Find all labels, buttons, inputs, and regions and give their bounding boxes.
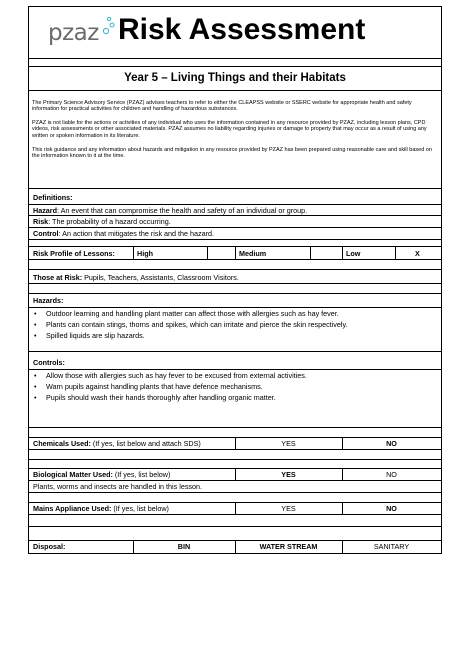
disclaimer-paragraph-2: PZAZ is not liable for the actions or activities of any individual who uses the information contained in any resource provided by PZAZ, including lesson plans, CPD videos, risk assessments or other associated materials. PZAZ assumes no liability regarding injuries or damage to property that may occur as a result of using any written or spoken information in its literature. [32, 120, 427, 139]
controls-list [29, 370, 441, 404]
at-risk-label: Those at Risk: [33, 273, 83, 282]
at-risk-row [29, 270, 441, 284]
disclaimer-paragraph-1: The Primary Science Advisory Service (PZAZ) advises teachers to refer to either the CLEAPSS website or SSERC website for appropriate health and safety information for practical activities for children and handling of hazardous substances. [32, 100, 412, 113]
definitions-section [29, 189, 441, 240]
chemicals-label: Chemicals Used: (If yes, list below and attach SDS) [33, 439, 201, 448]
logo-text: pzaz [48, 20, 99, 46]
biological-no[interactable]: NO [386, 470, 397, 479]
controls-heading: Controls: [29, 358, 441, 370]
mains-yes[interactable]: YES [281, 504, 296, 513]
hazards-section [29, 294, 441, 352]
disposal-row [29, 541, 441, 553]
risk-assessment-form [28, 6, 442, 554]
at-risk-value: Pupils, Teachers, Assistants, Classroom Visitors. [82, 273, 239, 282]
disposal-sanitary[interactable]: SANITARY [373, 542, 410, 551]
spacer-row [29, 260, 441, 270]
mains-label: Mains Appliance Used: (If yes, list below) [33, 504, 169, 513]
risk-profile-label: Risk Profile of Lessons: [33, 249, 115, 258]
spacer-row [29, 178, 441, 189]
definition-control: Control: An action that mitigates the risk and the hazard. [29, 227, 441, 239]
risk-high: High [137, 249, 153, 258]
definition-hazard: Hazard: An event that can compromise the health and safety of an individual or group. [29, 204, 441, 216]
disposal-water-stream[interactable]: WATER STREAM [259, 542, 318, 551]
list-row [29, 515, 441, 527]
biological-label: Biological Matter Used: (If yes, list below) [33, 470, 171, 479]
lesson-title: Year 5 – Living Things and their Habitats [124, 72, 346, 84]
spacer-row [29, 460, 441, 469]
risk-low: Low [346, 249, 361, 258]
spacer-row [29, 284, 441, 294]
subtitle-row [29, 67, 441, 91]
mains-no[interactable]: NO [386, 504, 397, 513]
mains-row [29, 503, 441, 515]
list-row [29, 450, 441, 460]
risk-profile-row [29, 247, 441, 260]
control-item: • Pupils should wash their hands thoroughly after handling organic matter. [46, 392, 441, 403]
spacer-row [29, 240, 441, 247]
disposal-bin[interactable]: BIN [177, 542, 191, 551]
controls-section [29, 352, 441, 428]
chemicals-yes[interactable]: YES [281, 439, 296, 448]
hazard-item: • Plants can contain stings, thorns and spikes, which can irritate and pierce the skin respectively. [46, 319, 441, 330]
pzaz-logo [48, 18, 118, 56]
control-item: • Warn pupils against handling plants that have defence mechanisms. [46, 381, 441, 392]
hazard-item: • Outdoor learning and handling plant matter can affect those with allergies such as hay fever. [46, 308, 441, 319]
definitions-heading: Definitions: [33, 193, 73, 202]
biological-details: Plants, worms and insects are handled in this lesson. [29, 481, 441, 493]
biological-row [29, 469, 441, 481]
chemicals-no[interactable]: NO [386, 439, 397, 448]
risk-selected-mark: X [415, 249, 420, 258]
spacer-row [29, 428, 441, 438]
definition-risk: Risk: The probability of a hazard occurring. [29, 215, 441, 227]
hazards-heading: Hazards: [29, 296, 441, 308]
chemicals-row [29, 438, 441, 450]
disclaimer-paragraph-3: This risk guidance and any information about hazards and mitigation in any resource provided by PZAZ has been prepared using reasonable care and skill based on the information known to it at the time. [32, 147, 432, 160]
disclaimer-block [29, 91, 441, 189]
risk-medium: Medium [239, 249, 267, 258]
spacer-row [29, 59, 441, 67]
hazards-list [29, 308, 441, 342]
header-row [29, 7, 441, 59]
control-item: • Allow those with allergies such as hay fever to be excused from external activities. [46, 370, 441, 381]
biological-yes[interactable]: YES [281, 470, 296, 479]
spacer-row [29, 527, 441, 541]
disposal-label: Disposal: [33, 542, 66, 551]
hazard-item: • Spilled liquids are slip hazards. [46, 330, 441, 341]
document-title: Risk Assessment [118, 13, 366, 46]
spacer-row [29, 493, 441, 503]
